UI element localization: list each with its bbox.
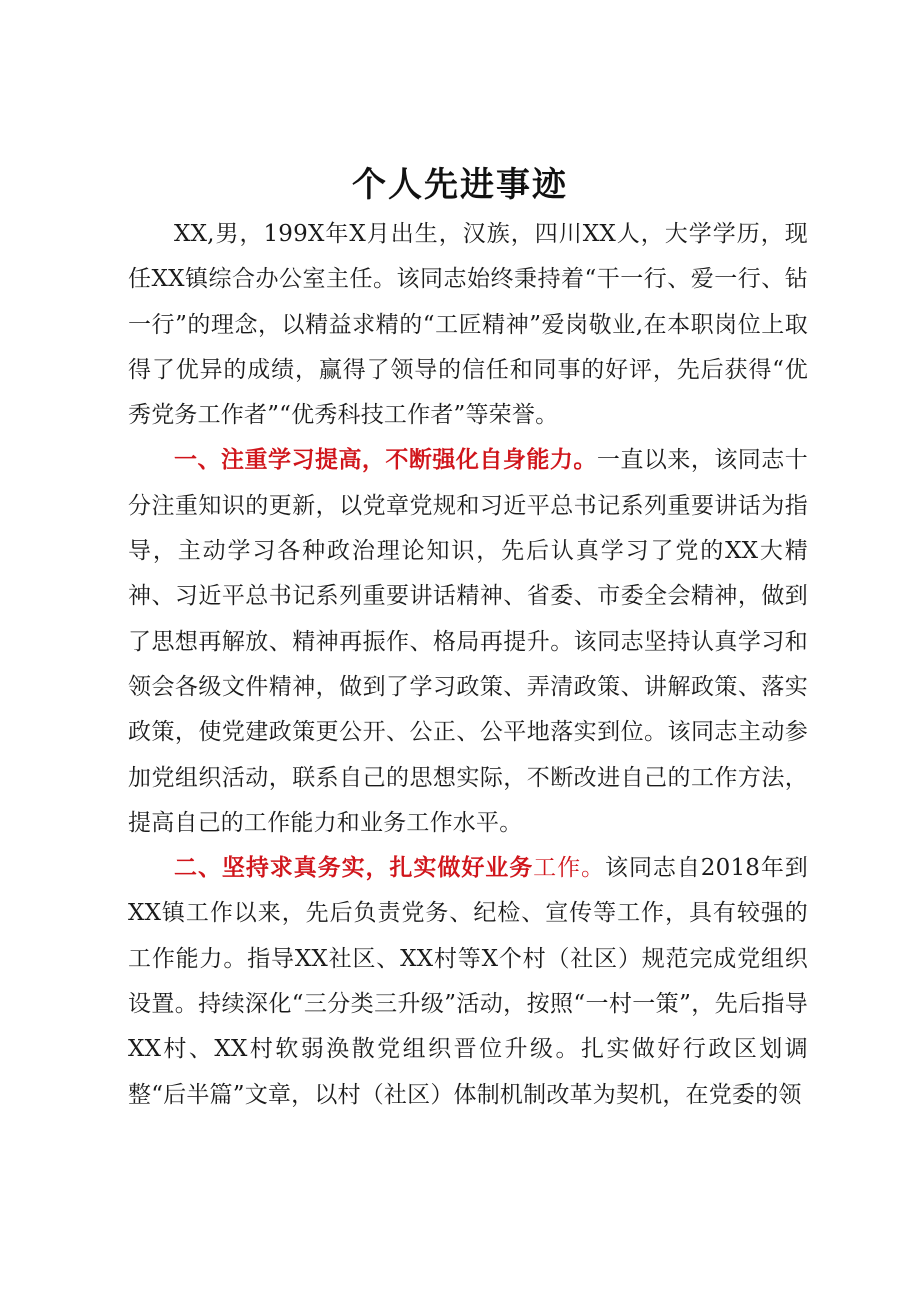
document-title: 个人先进事迹: [352, 165, 568, 205]
section-1-text: 一直以来，该同志十分注重知识的更新，以党章党规和习近平总书记系列重要讲话为指导，主动学习各种政治理论知识，先后认真学习了党的XX大精神、习近平总书记系列重要讲话精神、省委、市委全会精神，做到了思想再解放、精神再振作、格局再提升。该同志坚持认真学习和领会各级文件精神，做到了学习政策、弄清政策、讲解政策、落实政策，使党建政策更公开、公正、公平地落实到位。该同志主动参加党组织活动，联系自己的思想实际，不断改进自己的工作方法，提高自己的工作能力和业务工作水平。: [128, 447, 808, 836]
section-2-heading: 二、坚持求真务实，扎实做好业务: [174, 855, 534, 882]
document-body: [128, 212, 808, 1118]
section-2-heading-tail: 工作。: [533, 855, 605, 882]
section-2-paragraph: [128, 846, 808, 1118]
section-1-paragraph: [128, 438, 808, 846]
section-1-heading: 一、注重学习提高，不断强化自身能力。: [174, 447, 597, 474]
section-2-text: 该同志自2018年到XX镇工作以来，先后负责党务、纪检、宣传等工作，具有较强的工作能力。指导XX社区、XX村等X个村（社区）规范完成党组织设置。持续深化“三分类三升级”活动，按照“一村一策”，先后指导XX村、XX村软弱涣散党组织晋位升级。扎实做好行政区划调整“后半篇”文章，以村（社区）体制机制改革为契机，在党委的领: [128, 855, 808, 1108]
intro-paragraph: XX,男，199X年X月出生，汉族，四川XX人，大学学历，现任XX镇综合办公室主任。该同志始终秉持着“干一行、爱一行、钻一行”的理念，以精益求精的“工匠精神”爱岗敬业,在本职岗位上取得了优异的成绩，赢得了领导的信任和同事的好评，先后获得“优秀党务工作者”“优秀科技工作者”等荣誉。: [128, 221, 808, 429]
